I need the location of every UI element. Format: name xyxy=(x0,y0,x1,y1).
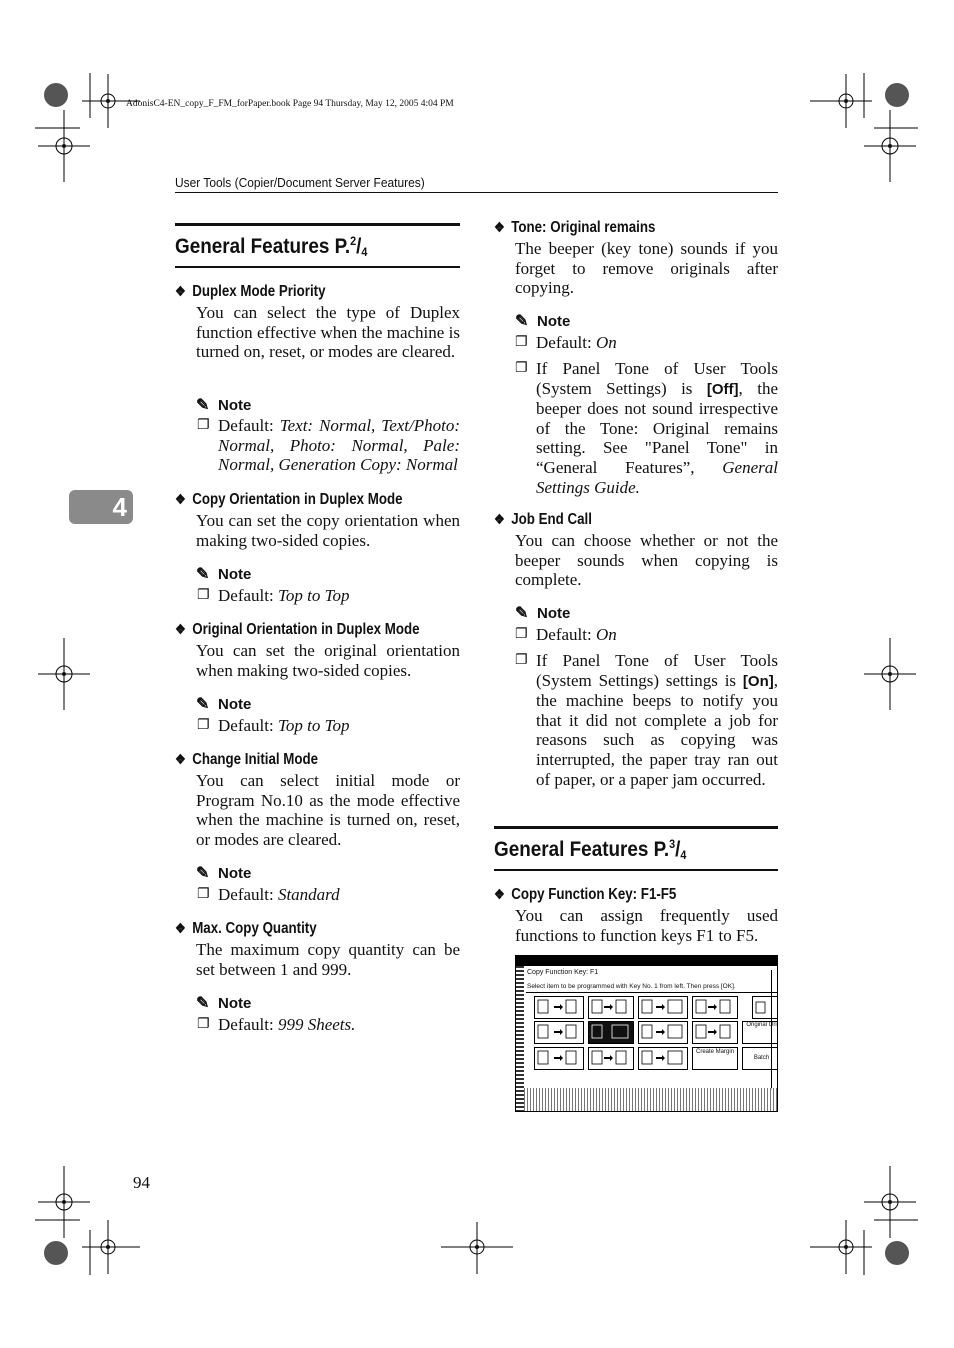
pencil-note-icon: ✎ xyxy=(196,566,210,583)
heading-slash: / xyxy=(356,235,362,258)
section-title: Copy Orientation in Duplex Mode xyxy=(192,491,403,508)
heading-text: General Features P. xyxy=(494,838,670,861)
list-item: ❐ Default: Top to Top xyxy=(197,716,350,735)
list-item: ❐ If Panel Tone of User Tools (System Settings) is [Off], the beeper does not sound irrespective of the Tone: Original remains setting. See "Panel Tone" in “General Features”, General Settings Guide. xyxy=(515,359,778,497)
paragraph: You can choose whether or not the beeper sounds when copying is complete. xyxy=(515,531,778,590)
section-job-end-call xyxy=(494,511,592,529)
diamond-bullet-icon: ❖ xyxy=(175,621,186,637)
section-duplex-mode-priority xyxy=(175,283,326,301)
screen-instruction: Select item to be programmed with Key No. 1 from left. Then press [OK]. xyxy=(527,983,736,990)
section-title: Tone: Original remains xyxy=(511,219,656,236)
list-item: ❐ Default: Text: Normal, Text/Photo: Normal, Photo: Normal, Pale: Normal, Generation Copy: Normal xyxy=(197,416,461,475)
note-heading: ✎ Note xyxy=(196,566,252,583)
chapter-tab: 4 xyxy=(69,490,133,524)
pencil-note-icon: ✎ xyxy=(196,995,210,1012)
screen-bottom-pattern xyxy=(524,1088,778,1112)
note-heading: ✎ Note xyxy=(196,995,252,1012)
diamond-bullet-icon: ❖ xyxy=(494,886,505,902)
checkbox-bullet-icon: ❐ xyxy=(515,360,528,376)
lcd-screen-illustration xyxy=(515,955,778,1112)
checkbox-bullet-icon: ❐ xyxy=(515,652,528,668)
heading-general-features-p2 xyxy=(175,223,460,268)
screen-original-orient-button: Original Ori xyxy=(742,1021,778,1044)
key-label-off: [Off] xyxy=(706,380,739,398)
file-meta-line: AdonisC4-EN_copy_F_FM_forPaper.book Page 94 Thursday, May 12, 2005 4:04 PM xyxy=(126,99,454,109)
section-title: Max. Copy Quantity xyxy=(192,920,317,937)
section-title: Duplex Mode Priority xyxy=(192,283,326,300)
page-number: 94 xyxy=(133,1173,150,1192)
list-item: ❐ Default: Top to Top xyxy=(197,586,350,605)
paragraph: You can set the copy orientation when making two-sided copies. xyxy=(196,511,460,550)
list-item: ❐ Default: On xyxy=(515,333,617,352)
section-change-initial-mode xyxy=(175,751,318,769)
heading-slash: / xyxy=(675,838,681,861)
checkbox-bullet-icon: ❐ xyxy=(197,717,210,733)
section-copy-orientation xyxy=(175,491,403,509)
checkbox-bullet-icon: ❐ xyxy=(197,1016,210,1032)
section-title: Copy Function Key: F1-F5 xyxy=(511,886,677,903)
heading-sup: 2 xyxy=(350,234,357,248)
list-item: ❐ Default: Standard xyxy=(197,885,340,904)
paragraph: You can select the type of Duplex function effective when the machine is turned on, reset, or modes are cleared. xyxy=(196,303,460,362)
section-max-copy-quantity xyxy=(175,920,317,938)
paragraph: You can set the original orientation when making two-sided copies. xyxy=(196,641,460,680)
pencil-note-icon: ✎ xyxy=(196,865,210,882)
running-head: User Tools (Copier/Document Server Features) xyxy=(175,175,425,190)
paragraph: The beeper (key tone) sounds if you forget to remove originals after copying. xyxy=(515,239,778,298)
note-heading: ✎ Note xyxy=(515,313,571,330)
screen-scroll-strip xyxy=(771,970,778,1090)
diamond-bullet-icon: ❖ xyxy=(175,751,186,767)
checkbox-bullet-icon: ❐ xyxy=(197,886,210,902)
section-tone-original-remains xyxy=(494,219,655,237)
diamond-bullet-icon: ❖ xyxy=(175,920,186,936)
screen-create-margin-button: Create Margin xyxy=(692,1047,738,1070)
heading-general-features-p3 xyxy=(494,826,778,871)
note-heading: ✎ Note xyxy=(515,605,571,622)
heading-sup: 3 xyxy=(669,837,676,851)
section-title: Original Orientation in Duplex Mode xyxy=(192,621,420,638)
checkbox-bullet-icon: ❐ xyxy=(197,417,210,433)
checkbox-bullet-icon: ❐ xyxy=(197,587,210,603)
checkbox-bullet-icon: ❐ xyxy=(515,334,528,350)
checkbox-bullet-icon: ❐ xyxy=(515,626,528,642)
pencil-note-icon: ✎ xyxy=(196,696,210,713)
note-heading: ✎ Note xyxy=(196,696,252,713)
diamond-bullet-icon: ❖ xyxy=(494,219,505,235)
paragraph: You can assign frequently used functions to function keys F1 to F5. xyxy=(515,906,778,945)
section-original-orientation xyxy=(175,621,420,639)
list-item: ❐ Default: 999 Sheets. xyxy=(197,1015,356,1034)
diamond-bullet-icon: ❖ xyxy=(494,511,505,527)
list-item: ❐ Default: On xyxy=(515,625,617,644)
heading-sub: 4 xyxy=(680,848,687,862)
screen-batch-button: Batch xyxy=(742,1047,778,1070)
diamond-bullet-icon: ❖ xyxy=(175,491,186,507)
paragraph: The maximum copy quantity can be set between 1 and 999. xyxy=(196,940,460,979)
screen-title: Copy Function Key: F1 xyxy=(527,969,599,976)
section-title: Change Initial Mode xyxy=(192,751,319,768)
running-head-rule xyxy=(175,192,778,193)
note-heading: ✎ Note xyxy=(196,397,252,414)
section-title: Job End Call xyxy=(511,511,592,528)
section-copy-function-key xyxy=(494,886,676,904)
pencil-note-icon: ✎ xyxy=(515,313,529,330)
pencil-note-icon: ✎ xyxy=(196,397,210,414)
pencil-note-icon: ✎ xyxy=(515,605,529,622)
note-heading: ✎ Note xyxy=(196,865,252,882)
paragraph: You can select initial mode or Program No.10 as the mode effective when the machine is turned on, reset, or modes are cleared. xyxy=(196,771,460,849)
key-label-on: [On] xyxy=(742,672,774,690)
list-item: ❐ If Panel Tone of User Tools (System Settings) settings is [On], the machine beeps to notify you that it did not complete a job for reasons such as copying was interrupted, the paper tray ran out of paper, or a paper jam occurred. xyxy=(515,651,778,789)
heading-text: General Features P. xyxy=(175,235,351,258)
heading-sub: 4 xyxy=(361,245,368,259)
diamond-bullet-icon: ❖ xyxy=(175,283,186,299)
